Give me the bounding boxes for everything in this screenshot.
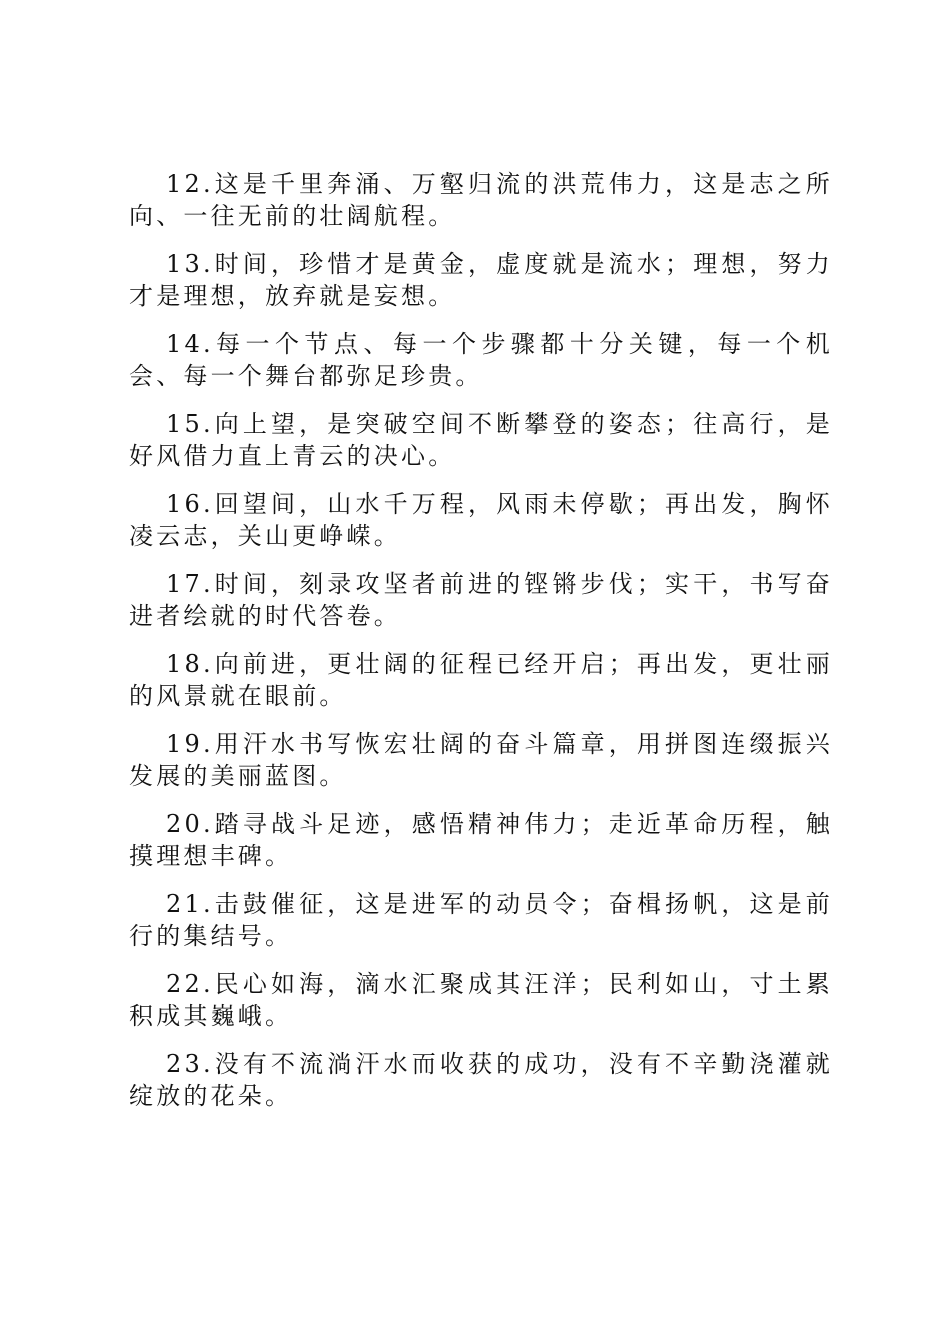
paragraph-13: 13.时间，珍惜才是黄金，虚度就是流水；理想，努力才是理想，放弃就是妄想。 xyxy=(129,250,833,310)
paragraph-16: 16.回望间，山水千万程，风雨未停歇；再出发，胸怀凌云志，关山更峥嵘。 xyxy=(129,490,833,550)
paragraph-20: 20.踏寻战斗足迹，感悟精神伟力；走近革命历程，触摸理想丰碑。 xyxy=(129,810,833,870)
paragraph-19: 19.用汗水书写恢宏壮阔的奋斗篇章，用拼图连缀振兴发展的美丽蓝图。 xyxy=(129,730,833,790)
paragraph-23: 23.没有不流淌汗水而收获的成功，没有不辛勤浇灌就绽放的花朵。 xyxy=(129,1050,833,1110)
document-body xyxy=(129,168,833,1128)
paragraph-18: 18.向前进，更壮阔的征程已经开启；再出发，更壮丽的风景就在眼前。 xyxy=(129,650,833,710)
paragraph-22: 22.民心如海，滴水汇聚成其汪洋；民利如山，寸土累积成其巍峨。 xyxy=(129,970,833,1030)
paragraph-14: 14.每一个节点、每一个步骤都十分关键，每一个机会、每一个舞台都弥足珍贵。 xyxy=(129,330,833,390)
paragraph-12: 12.这是千里奔涌、万壑归流的洪荒伟力，这是志之所向、一往无前的壮阔航程。 xyxy=(129,170,833,230)
paragraph-15: 15.向上望，是突破空间不断攀登的姿态；往高行，是好风借力直上青云的决心。 xyxy=(129,410,833,470)
paragraph-17: 17.时间，刻录攻坚者前进的铿锵步伐；实干，书写奋进者绘就的时代答卷。 xyxy=(129,570,833,630)
paragraph-21: 21.击鼓催征，这是进军的动员令；奋楫扬帆，这是前行的集结号。 xyxy=(129,890,833,950)
